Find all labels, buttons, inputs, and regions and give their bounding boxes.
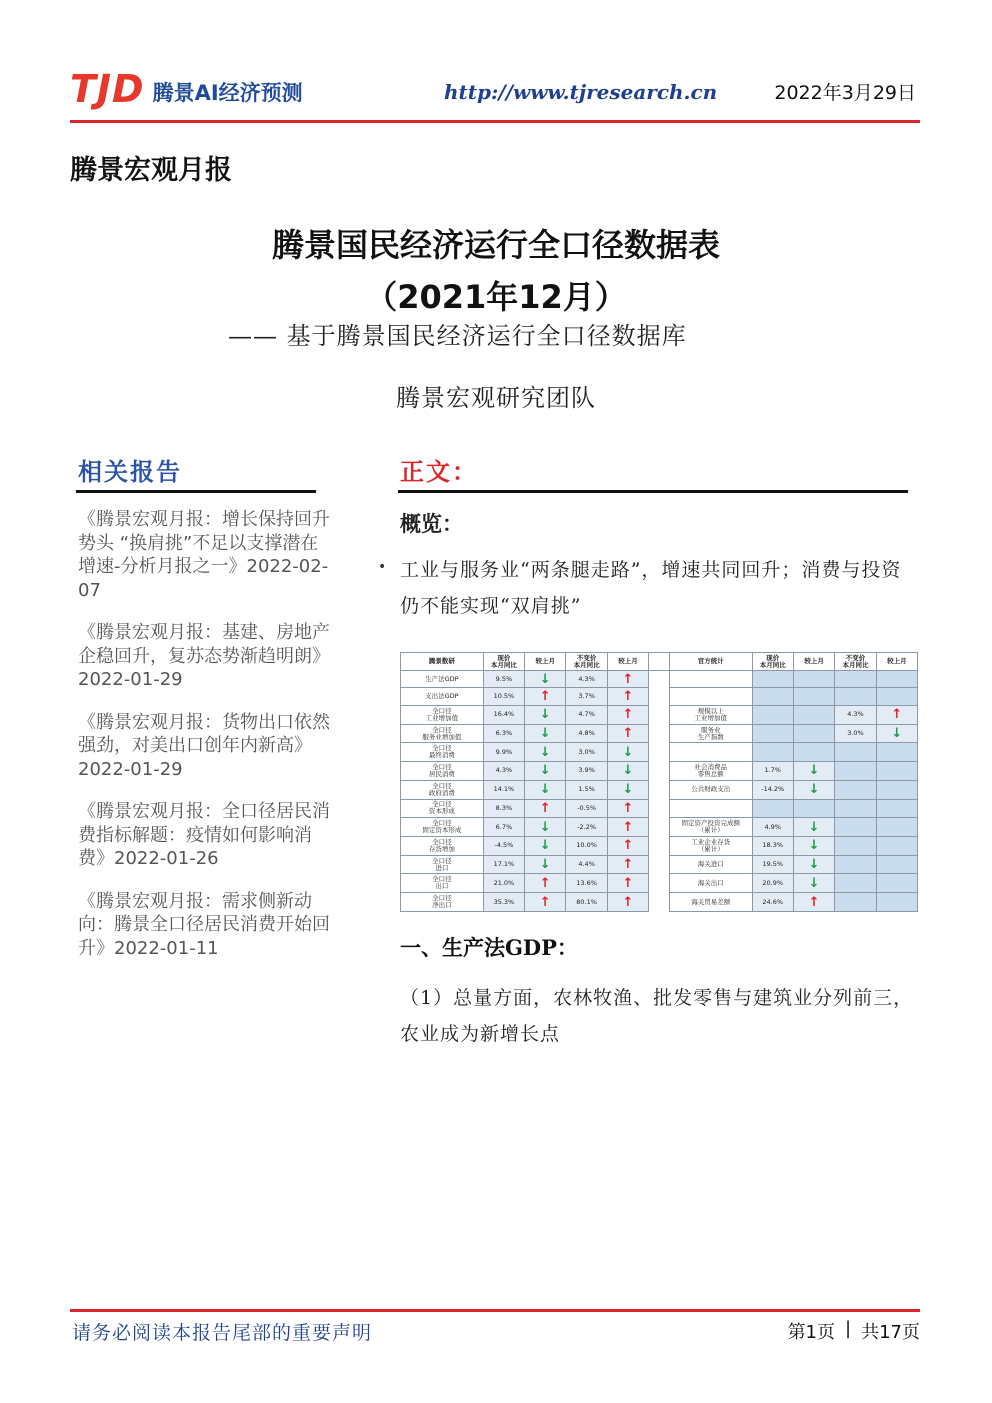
page-separator: | [845,1318,852,1339]
table-trend-cell [876,818,917,837]
table-trend-cell [525,799,566,818]
arrow-up-icon: ↑ [539,875,551,891]
related-reports-heading: 相关报告 [78,457,182,486]
table-trend-cell [793,836,834,855]
table-trend-cell [607,855,648,874]
table-trend-cell [607,799,648,818]
overview-heading: 概览： [400,511,463,536]
table-value-cell: 3.0% [566,743,607,762]
table-value-cell: 9.9% [483,743,524,762]
table-value-cell [835,780,876,799]
table-header-cell: 不变价 本月同比 [835,653,876,671]
table-header-cell: 现价 本月同比 [483,653,524,671]
table-value-cell: 10.5% [483,688,524,705]
table-trend-cell [525,874,566,893]
arrow-up-icon: ↑ [622,689,634,705]
header-divider [70,120,920,123]
table-gap [649,762,670,781]
table-label-cell: 全口径 资本形成 [401,799,484,818]
table-value-cell: -2.2% [566,818,607,837]
table-trend-cell [793,762,834,781]
table-label-cell: 服务业 生产指数 [669,724,752,743]
footer-divider [70,1309,920,1312]
table-label-cell: 全口径 进口 [401,855,484,874]
table-row [401,855,918,874]
table-header-cell: 腾景数研 [401,653,484,671]
table-value-cell: 16.4% [483,705,524,724]
table-row [401,724,918,743]
table-trend-cell [607,671,648,688]
table-value-cell [835,893,876,912]
arrow-up-icon: ↑ [808,894,820,910]
logo-mark: TJD [70,67,145,111]
table-value-cell: 8.3% [483,799,524,818]
table-header-cell: 不变价 本月同比 [566,653,607,671]
related-report-item[interactable]: 《腾景宏观月报：增长保持回升势头 “换肩挑”不足以支撑潜在增速-分析月报之一》2022-02-07 [78,509,330,601]
table-value-cell [835,874,876,893]
title-based-on: —— 基于腾景国民经济运行全口径数据库 [228,322,687,350]
table-label-cell [669,799,752,818]
table-trend-cell [607,836,648,855]
section1-paragraph: （1）总量方面，农林牧渔、批发零售与建筑业分列前三，农业成为新增长点 [400,987,914,1045]
arrow-down-icon: ↓ [808,838,820,854]
arrow-down-icon: ↓ [808,782,820,798]
arrow-up-icon: ↑ [622,838,634,854]
logo-text: 腾景AI经济预测 [152,81,303,105]
table-trend-cell [876,855,917,874]
arrow-up-icon: ↑ [622,726,634,742]
series-title: 腾景宏观月报 [70,155,232,186]
table-value-cell [835,818,876,837]
table-value-cell [752,705,793,724]
table-value-cell: 18.3% [752,836,793,855]
table-value-cell: 4.7% [566,705,607,724]
summary-table [400,652,918,912]
arrow-up-icon: ↑ [539,894,551,910]
table-trend-cell [607,818,648,837]
table-label-cell: 全口径 出口 [401,874,484,893]
table-label-cell: 全口径 居民消费 [401,762,484,781]
table-value-cell: 19.5% [752,855,793,874]
table-header-cell: 较上月 [607,653,648,671]
table-value-cell: 9.5% [483,671,524,688]
table-label-cell: 公共财政支出 [669,780,752,799]
arrow-down-icon: ↓ [539,726,551,742]
table-value-cell: -4.5% [483,836,524,855]
table-label-cell [669,688,752,705]
table-trend-cell [525,836,566,855]
arrow-up-icon: ↑ [539,800,551,816]
table-row [401,874,918,893]
table-value-cell: 24.6% [752,893,793,912]
page-title: 腾景国民经济运行全口径数据表 [271,226,720,264]
table-value-cell: 6.3% [483,724,524,743]
related-report-item[interactable]: 《腾景宏观月报：需求侧新动向：腾景全口径居民消费开始回升》2022-01-11 [78,890,330,959]
arrow-up-icon: ↑ [622,857,634,873]
table-value-cell: 3.0% [835,724,876,743]
table-value-cell: 1.7% [752,762,793,781]
arrow-down-icon: ↓ [539,744,551,760]
table-gap [649,780,670,799]
table-row [401,743,918,762]
table-row [401,893,918,912]
table-trend-cell [607,688,648,705]
table-header-cell: 官方统计 [669,653,752,671]
arrow-up-icon: ↑ [622,800,634,816]
table-row [401,836,918,855]
arrow-down-icon: ↓ [539,763,551,779]
arrow-up-icon: ↑ [622,875,634,891]
table-value-cell [752,743,793,762]
table-gap [649,688,670,705]
table-trend-cell [876,780,917,799]
table-value-cell: 10.0% [566,836,607,855]
table-label-cell: 工业企业存货 （累计） [669,836,752,855]
table-value-cell: 4.3% [835,705,876,724]
page-number: 第1页 [787,1322,836,1343]
table-trend-cell [876,743,917,762]
arrow-down-icon: ↓ [622,744,634,760]
table-header-cell: 较上月 [793,653,834,671]
table-value-cell: -0.5% [566,799,607,818]
table-trend-cell [525,762,566,781]
arrow-down-icon: ↓ [622,763,634,779]
table-trend-cell [525,743,566,762]
table-gap [649,799,670,818]
table-label-cell: 全口径 服务业增加值 [401,724,484,743]
table-trend-cell [525,705,566,724]
arrow-up-icon: ↑ [622,707,634,723]
overview-bullet-text: 工业与服务业“两条腿走路”，增速共同回升；消费与投资仍不能实现“双肩挑” [400,559,902,617]
page-total: 共17页 [861,1322,920,1343]
table-trend-cell [607,762,648,781]
table-value-cell: 6.7% [483,818,524,837]
table-trend-cell [525,818,566,837]
footer-disclaimer: 请务必阅读本报告尾部的重要声明 [72,1322,373,1344]
table-value-cell: 13.6% [566,874,607,893]
table-value-cell: 4.9% [752,818,793,837]
arrow-down-icon: ↓ [539,707,551,723]
table-trend-cell [793,780,834,799]
table-trend-cell [607,705,648,724]
table-gap [649,855,670,874]
arrow-down-icon: ↓ [808,763,820,779]
table-value-cell [835,855,876,874]
arrow-down-icon: ↓ [808,857,820,873]
related-reports-list [78,508,330,979]
table-trend-cell [607,780,648,799]
table-value-cell: 4.8% [566,724,607,743]
arrow-up-icon: ↑ [622,894,634,910]
table-gap [649,705,670,724]
report-date: 2022年3月29日 [774,82,916,104]
table-trend-cell [525,780,566,799]
table-label-cell: 全口径 最终消费 [401,743,484,762]
table-value-cell [752,671,793,688]
related-divider [76,490,316,493]
table-trend-cell [876,671,917,688]
table-trend-cell [525,671,566,688]
table-trend-cell [876,705,917,724]
table-trend-cell [876,762,917,781]
table-trend-cell [793,855,834,874]
arrow-up-icon: ↑ [622,671,634,687]
table-row [401,818,918,837]
body-heading: 正文： [400,457,478,486]
table-trend-cell [793,874,834,893]
table-gap [649,893,670,912]
table-trend-cell [876,799,917,818]
table-label-cell: 全口径 存货增加 [401,836,484,855]
table-value-cell [835,688,876,705]
table-label-cell: 海关贸易差额 [669,893,752,912]
table-label-cell: 规模以上 工业增加值 [669,705,752,724]
table-gap [649,671,670,688]
table-gap [649,653,670,671]
table-trend-cell [793,724,834,743]
table-trend-cell [607,893,648,912]
table-row [401,780,918,799]
table-label-cell: 全口径 政府消费 [401,780,484,799]
table-trend-cell [793,743,834,762]
table-row [401,705,918,724]
arrow-down-icon: ↓ [539,857,551,873]
section1-heading: 一、生产法GDP： [400,935,578,960]
table-label-cell: 全口径 固定资本形成 [401,818,484,837]
site-url-link[interactable]: http://www.tjresearch.cn [444,80,718,104]
table-label-cell: 社会消费品 零售总额 [669,762,752,781]
table-value-cell: 3.9% [566,762,607,781]
table-trend-cell [607,874,648,893]
data-summary-table [400,652,918,912]
table-value-cell: 4.3% [483,762,524,781]
table-value-cell: 21.0% [483,874,524,893]
related-report-item[interactable]: 《腾景宏观月报：货物出口依然强劲，对美出口创年内新高》2022-01-29 [78,711,330,780]
table-trend-cell [525,893,566,912]
arrow-down-icon: ↓ [539,671,551,687]
arrow-down-icon: ↓ [539,782,551,798]
table-trend-cell [793,799,834,818]
table-value-cell: 3.7% [566,688,607,705]
table-trend-cell [793,671,834,688]
table-trend-cell [876,836,917,855]
table-trend-cell [876,688,917,705]
table-label-cell [669,743,752,762]
table-trend-cell [525,688,566,705]
table-value-cell [835,671,876,688]
table-trend-cell [607,724,648,743]
arrow-up-icon: ↑ [891,707,903,723]
table-gap [649,874,670,893]
table-value-cell [835,743,876,762]
table-label-cell [669,671,752,688]
table-row [401,671,918,688]
table-label-cell: 生产法GDP [401,671,484,688]
table-row [401,762,918,781]
arrow-down-icon: ↓ [808,875,820,891]
arrow-down-icon: ↓ [622,782,634,798]
table-value-cell [835,799,876,818]
table-row [401,688,918,705]
table-trend-cell [793,893,834,912]
arrow-up-icon: ↑ [622,819,634,835]
table-trend-cell [793,705,834,724]
table-value-cell [835,836,876,855]
table-value-cell [835,762,876,781]
table-value-cell [752,799,793,818]
table-trend-cell [793,688,834,705]
table-value-cell: 4.3% [566,671,607,688]
table-label-cell: 支出法GDP [401,688,484,705]
table-label-cell: 固定资产投资完成额 （累计） [669,818,752,837]
bullet-icon: • [378,559,387,575]
table-value-cell [752,724,793,743]
brand-logo [70,67,303,111]
body-divider [398,490,908,493]
arrow-down-icon: ↓ [808,819,820,835]
overview-bullet [378,552,918,624]
page-indicator [788,1318,920,1344]
table-trend-cell [525,855,566,874]
related-report-item[interactable]: 《腾景宏观月报：基建、房地产企稳回升，复苏态势渐趋明朗》2022-01-29 [78,622,330,690]
table-value-cell [752,688,793,705]
table-gap [649,724,670,743]
related-report-item[interactable]: 《腾景宏观月报：全口径居民消费指标解题：疫情如何影响消费》2022-01-26 [78,801,330,869]
table-gap [649,743,670,762]
table-trend-cell [876,893,917,912]
table-gap [649,818,670,837]
arrow-down-icon: ↓ [539,819,551,835]
table-value-cell: -14.2% [752,780,793,799]
author-team: 腾景宏观研究团队 [396,384,596,412]
table-trend-cell [876,874,917,893]
table-value-cell: 4.4% [566,855,607,874]
table-label-cell: 全口径 净出口 [401,893,484,912]
table-row [401,799,918,818]
table-value-cell: 14.1% [483,780,524,799]
table-value-cell: 80.1% [566,893,607,912]
table-label-cell: 全口径 工业增加值 [401,705,484,724]
table-value-cell: 35.3% [483,893,524,912]
table-trend-cell [607,743,648,762]
table-gap [649,836,670,855]
table-header-cell: 现价 本月同比 [752,653,793,671]
table-value-cell: 1.5% [566,780,607,799]
table-trend-cell [876,724,917,743]
table-label-cell: 海关出口 [669,874,752,893]
arrow-down-icon: ↓ [539,838,551,854]
table-trend-cell [525,724,566,743]
table-header-cell: 较上月 [876,653,917,671]
arrow-down-icon: ↓ [891,726,903,742]
arrow-up-icon: ↑ [539,689,551,705]
table-value-cell: 20.9% [752,874,793,893]
table-value-cell: 17.1% [483,855,524,874]
table-label-cell: 海关进口 [669,855,752,874]
table-trend-cell [793,818,834,837]
table-header-cell: 较上月 [525,653,566,671]
title-period: （2021年12月） [365,278,627,316]
